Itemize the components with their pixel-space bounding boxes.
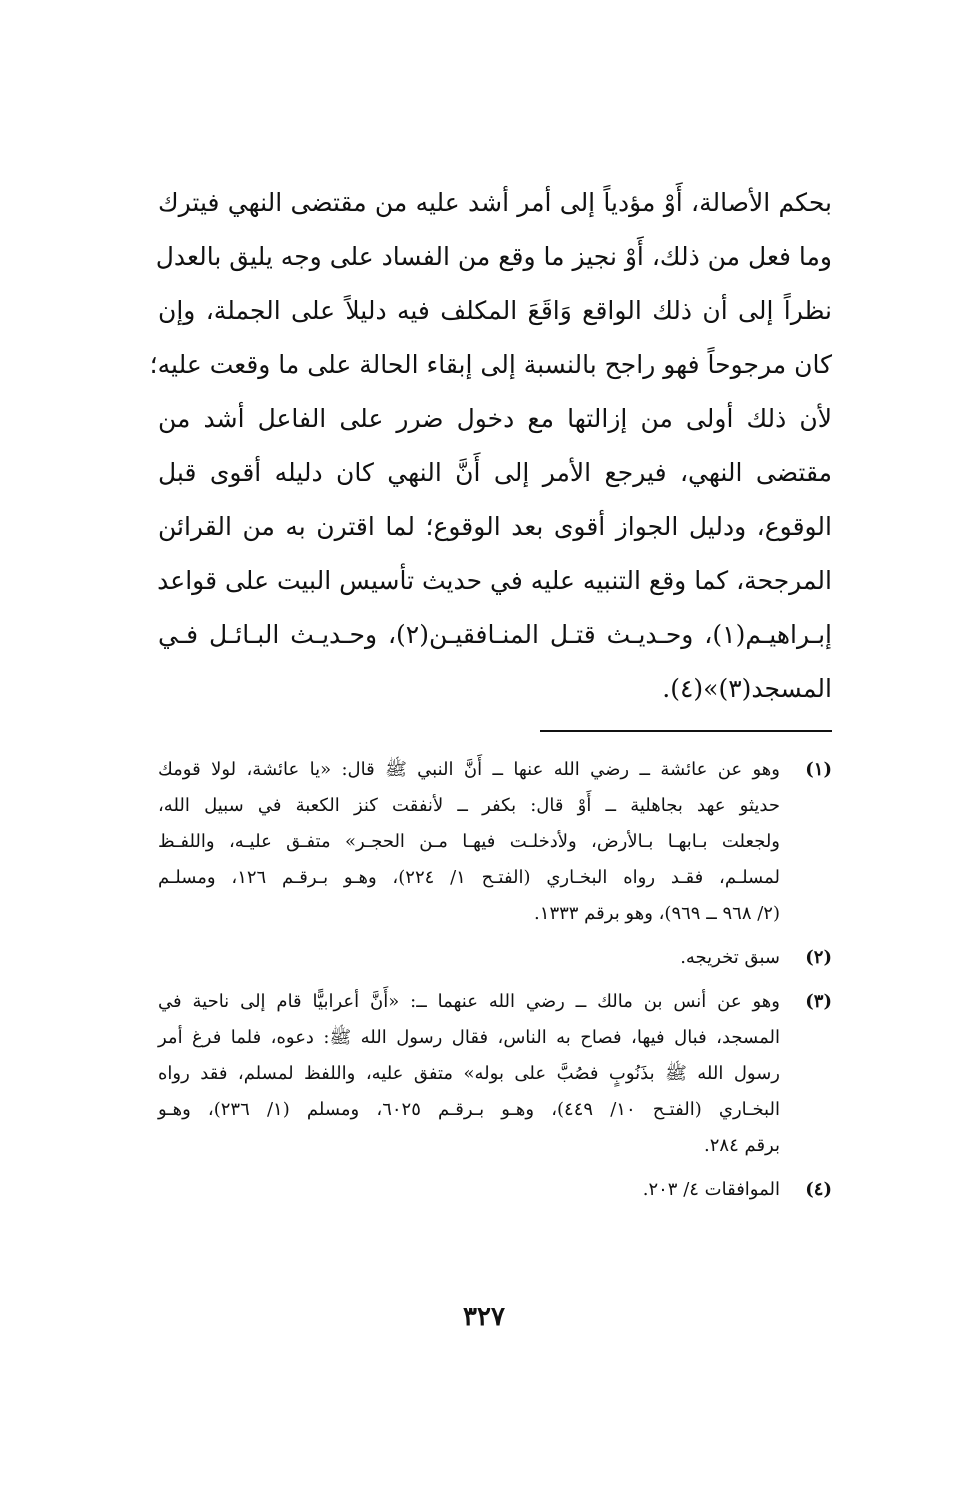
footnote (158, 752, 832, 932)
text-line: مقتضى النهي، فيرجع الأمر إلى أَنَّ النهي كان دليله أقوى قبل (158, 458, 832, 487)
footnote-line: لمسلـم، فقـد رواه البخـاري (الفتـح ١/ ٢٢٤)، وهـو بـرقـم ١٢٦، ومسلـم (158, 867, 781, 888)
text-line: وما فعل من ذلك، أَوْ نجيز ما وقع من الفساد على وجه يليق بالعدل (155, 242, 832, 271)
text-line: المسجد(٣)»(٤). (662, 674, 832, 703)
page-number: ٣٢٧ (463, 1302, 505, 1332)
footnote-line: البخـاري (الفتـح ١٠/ ٤٤٩)، وهـو بـرقـم ٦٠٢٥، ومسلم (١/ ٢٣٦)، وهـو (158, 1099, 780, 1120)
footnote (158, 1172, 832, 1208)
footnote (158, 940, 832, 976)
text-line: بحكم الأصالة، أَوْ مؤدياً إلى أمر أشد عليه من مقتضى النهي فيترك (158, 188, 832, 217)
footnote-line: وهو عن أنس بن مالك ــ رضي الله عنهما ــ: «أَنَّ أعرابيًّا قام إلى ناحية في (158, 991, 780, 1012)
text-line: لأن ذلك أولى من إزالتها مع دخول ضرر على الفاعل أشد من (158, 404, 832, 433)
footnote-number: (٣) (805, 991, 832, 1012)
footnote-number: (١) (805, 759, 832, 780)
footnote-line: رسول الله ﷺ بذَنُوبٍ فصُبَّ على بوله» متفق عليه، واللفظ لمسلم، فقد رواه (158, 1063, 780, 1084)
footnote-line: برقم ٢٨٤. (704, 1135, 780, 1156)
footnote-line: سبق تخريجه. (680, 947, 780, 968)
footnote-number: (٤) (805, 1179, 832, 1200)
footnote-separator (540, 730, 832, 732)
footnote-line: وهو عن عائشة ــ رضي الله عنها ــ أَنَّ النبي ﷺ قال: «يا عائشة، لولا قومك (158, 759, 780, 780)
text-line: كان مرجوحاً فهو راجح بالنسبة إلى إبقاء الحالة على ما وقعت عليه؛ (149, 350, 832, 379)
main-text (149, 176, 832, 716)
text-line: المرجحة، كما وقع التنبيه عليه في حديث تأسيس البيت على قواعد (157, 566, 832, 595)
footnote-number: (٢) (805, 947, 832, 968)
footnote-line: (٢/ ٩٦٨ ــ ٩٦٩)، وهو برقم ١٣٣٣. (534, 903, 780, 924)
footnotes (158, 752, 832, 1216)
footnote-line: حديثو عهد بجاهلية ــ أَوْ قال: بكفر ــ لأنفقت كنز الكعبة في سبيل الله، (158, 795, 780, 816)
footnote-line: الموافقات ٤/ ٢٠٣. (642, 1179, 780, 1200)
text-line: الوقوع، ودليل الجواز أقوى بعد الوقوع؛ لما اقترن به من القرائن (158, 512, 832, 541)
text-line: نظراً إلى أن ذلك الواقع وَاقَعَ المكلف فيه دليلاً على الجملة، وإن (158, 296, 832, 325)
footnote-line: ولجعلت بـابهـا بـالأرض، ولأدخلـت فيهـا مـن الحجـر» متفـق عليـه، واللفـظ (158, 831, 780, 852)
text-line: إبـراهيـم(١)، وحـديـث قتـل المنـافقيـن(٢)، وحـديـث البـائـل فـي (158, 620, 832, 649)
footnote-line: المسجد، فبال فيها، فصاح به الناس، فقال رسول الله ﷺ: دعوه، فلما فرغ أمر (158, 1027, 780, 1048)
footnote (158, 984, 832, 1164)
